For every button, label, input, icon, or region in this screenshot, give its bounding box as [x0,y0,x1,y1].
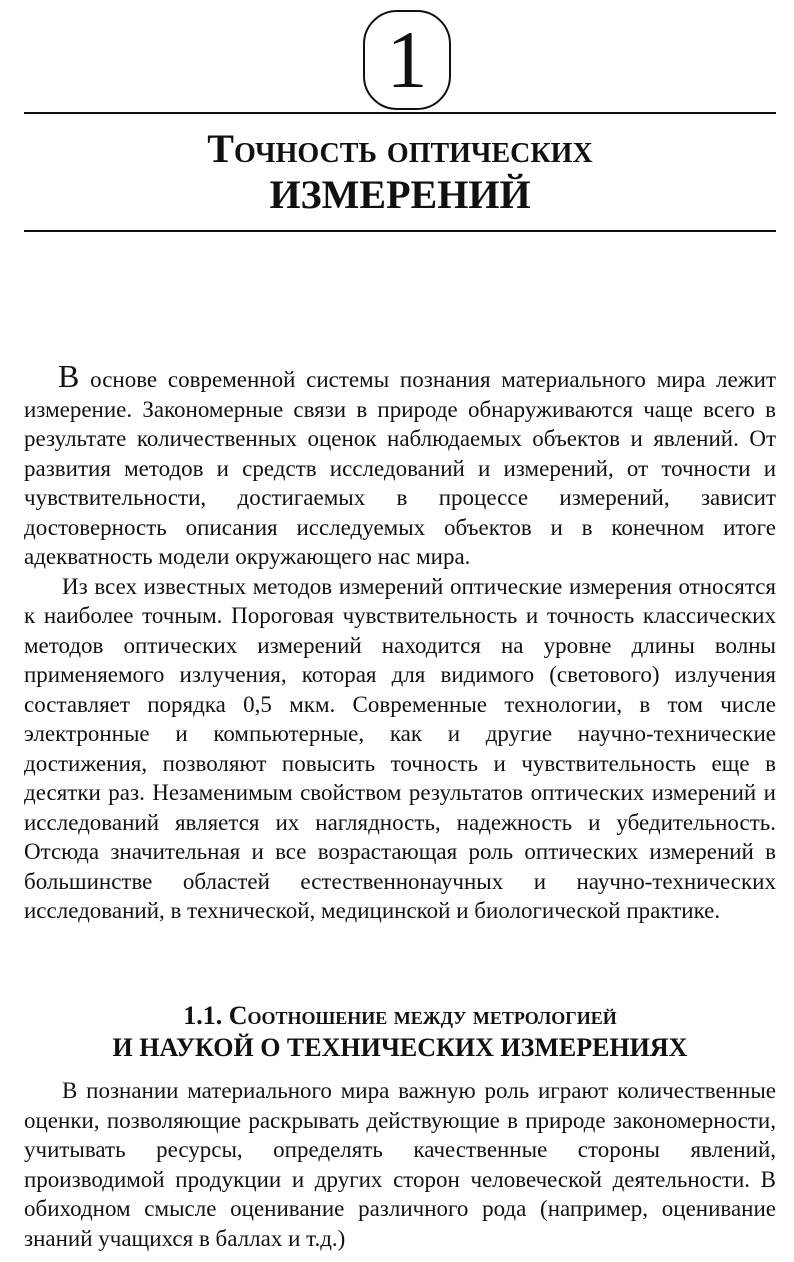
section-paragraph-1: В познании материального мира важную роль играют количественные оценки, позволяющие раскрывать действующие в природе закономерности, учитывать ресурсы, определять качественные стороны явлений, производимой продукции и других сторон человеческой деятельности. В обиходном смысле оценивание различного рода (например, оценивание знаний учащихся в баллах и т.д.) [24,1078,776,1251]
section-heading [24,1000,776,1064]
title-bottom-rule [24,230,776,232]
chapter-title [24,126,776,218]
chapter-title-line-1: Точность оптических [207,126,593,171]
intro-text [24,360,776,926]
title-top-rule [24,112,776,114]
intro-paragraph-1 [24,360,776,572]
chapter-number-badge [363,10,451,110]
section-text [24,1076,776,1253]
chapter-number: 1 [386,14,428,105]
intro-paragraph-2: Из всех известных методов измерений оптические измерения относятся к наиболее точным. Пороговая чувствительность и точность классических методов оптических измерений находится на уровне длины волны применяемого излучения, которая для видимого (светового) излучения составляет порядка 0,5 мкм. Современные технологии, в том числе электронные и компьютерные, как и другие научно-технические достижения, позволяют повысить точность и чувствительность еще в десятки раз. Незаменимым свойством результатов оптических измерений и исследований является их наглядность, надежность и убедительность. Отсюда значительная и все возрастающая роль оптических измерений в большинстве областей естественнонаучных и научно-технических исследований, в технической, медицинской и биологической практике. [24,573,776,923]
intro-paragraph-1-text: основе современной системы познания материального мира лежит измерение. Закономерные связи в природе обнаруживаются чаще всего в результате количественных оценок наблюдаемых объектов и явлений. От развития методов и средств исследований и измерений, от точности и чувствительности, достигаемых в процессе измерений, зависит достоверность описания исследуемых объектов и в конечном итоге адекватность модели окружающего нас мира. [24,367,776,569]
chapter-title-line-2: ИЗМЕРЕНИЙ [269,172,531,217]
section-heading-line-2: И НАУКОЙ О ТЕХНИЧЕСКИХ ИЗМЕРЕНИЯХ [112,1033,688,1062]
dropcap-letter: В [58,358,80,394]
section-heading-line-1: 1.1. Соотношение между метрологией [183,1001,617,1030]
